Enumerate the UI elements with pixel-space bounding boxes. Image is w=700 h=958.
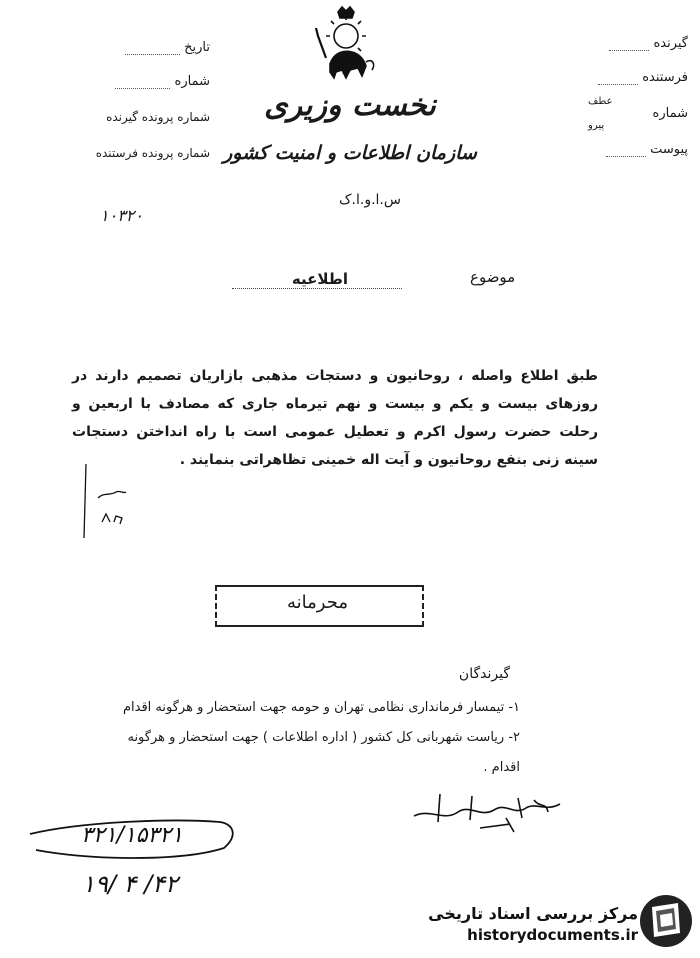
sender-file-label: شماره پرونده فرستنده bbox=[95, 146, 210, 160]
receiver-field bbox=[580, 36, 688, 51]
subject-underline bbox=[232, 288, 402, 289]
receiver-dots bbox=[609, 50, 649, 51]
organization-subtitle: سازمان اطلاعات و امنیت کشور bbox=[223, 142, 477, 164]
handwritten-letter-number: ۱۰۳۲۰ bbox=[100, 206, 143, 225]
signature bbox=[410, 782, 570, 842]
attachment-field bbox=[580, 142, 688, 157]
recipient-item: ۲- ریاست شهربانی کل کشور ( اداره اطلاعات ) جهت استحضار و هرگونه bbox=[127, 730, 520, 745]
subject-label: موضوع bbox=[470, 268, 516, 286]
history-documents-logo-icon bbox=[638, 893, 694, 949]
handwritten-initials bbox=[80, 462, 140, 542]
date-dots bbox=[125, 54, 180, 55]
archive-number: ۳۲۱/۱۵۳۲۱ bbox=[81, 823, 183, 848]
archive-date: ۱۹/ ۴ /۴۲ bbox=[82, 870, 178, 898]
handwritten-archive-mark bbox=[20, 808, 250, 918]
sender-field bbox=[580, 70, 688, 85]
number-label-left: شماره bbox=[174, 74, 210, 89]
number-field-left bbox=[100, 74, 210, 89]
watermark-url: historydocuments.ir bbox=[467, 926, 638, 944]
number-dots-left bbox=[115, 88, 170, 89]
attachment-dots bbox=[606, 156, 646, 157]
organization-code: س.ا.و.ا.ک bbox=[339, 192, 401, 208]
recipients-heading: گیرندگان bbox=[458, 666, 510, 682]
sender-dots bbox=[598, 84, 638, 85]
lion-and-sun-emblem bbox=[300, 6, 390, 86]
body-text: طبق اطلاع واصله ، روحانیون و دستجات مذهبی بازاریان تصمیم دارند در روزهای بیست و یکم و بیست و نهم تیرماه جاری که مصادف با اربعین و رحلت حضرت رسول اکرم و تعطیل عمومی است با راه انداختن دستجات سینه زنی بنفع روحانیون و آیت اله خمینی تظاهراتی بنمایند . bbox=[72, 368, 598, 468]
receiver-label: گیرنده bbox=[653, 36, 688, 51]
peyro-label: پیرو bbox=[588, 120, 605, 131]
recipient-item: اقدام . bbox=[483, 760, 520, 775]
receiver-file-label: شماره پرونده گیرنده bbox=[106, 110, 210, 124]
subject-value: اطلاعیه bbox=[291, 270, 349, 288]
watermark-org-name: مرکز بررسی اسناد تاریخی bbox=[428, 904, 638, 923]
atf-label: عطف bbox=[588, 96, 613, 107]
sender-label: فرستنده bbox=[642, 70, 688, 85]
date-label: تاریخ bbox=[184, 40, 210, 55]
organization-title: نخست وزیری bbox=[264, 88, 436, 123]
recipient-item: ۱- تیمسار فرمانداری نظامی تهران و حومه جهت استحضار و هرگونه اقدام bbox=[122, 700, 520, 715]
confidential-stamp-text: محرمانه bbox=[287, 592, 348, 613]
attachment-label: پیوست bbox=[650, 142, 688, 157]
number-label-right: شماره bbox=[652, 106, 688, 121]
date-field bbox=[100, 40, 210, 55]
